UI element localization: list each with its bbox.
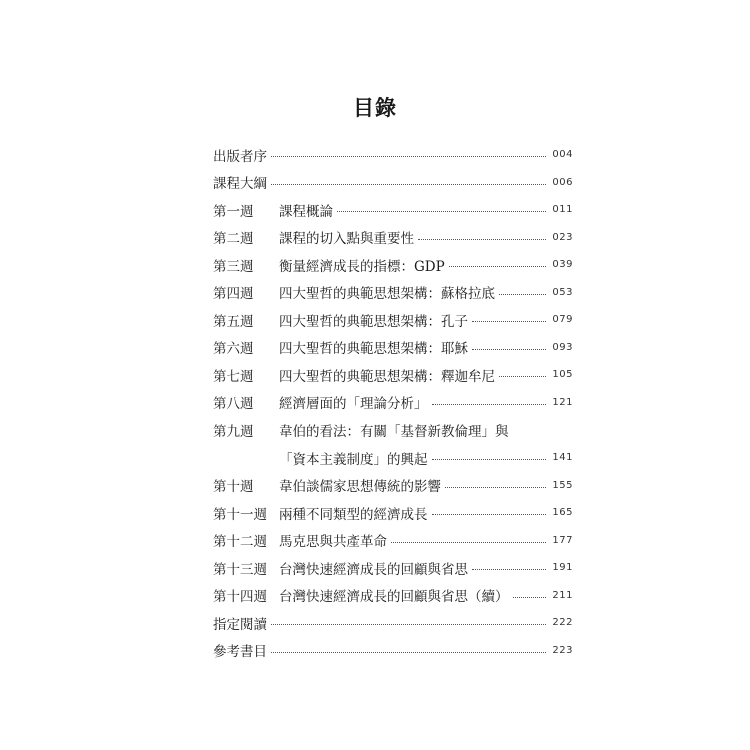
- toc-week-label: 第三週: [213, 258, 254, 275]
- toc-week-label: 第二週: [213, 231, 254, 248]
- toc-entry-preface[interactable]: [213, 141, 573, 169]
- toc-page-number: 006: [552, 176, 573, 188]
- toc-topic: 課程大綱: [213, 176, 267, 193]
- toc-topic: 指定閱讀: [213, 616, 267, 633]
- toc-week-label: 第五週: [213, 313, 254, 330]
- toc-entry-bibliography[interactable]: [213, 637, 573, 665]
- toc-page-number: 093: [552, 341, 573, 353]
- toc-entry-week-14[interactable]: [213, 582, 573, 610]
- toc-entry-week-13[interactable]: [213, 554, 573, 582]
- toc-page-number: 165: [552, 507, 573, 519]
- dot-leader: [391, 542, 546, 543]
- toc-week-label: 第十三週: [213, 561, 267, 578]
- toc-entry-week-3[interactable]: [213, 251, 573, 279]
- dot-leader: [432, 459, 547, 460]
- toc-topic: 衡量經濟成長的指標：GDP: [279, 258, 445, 275]
- dot-leader: [337, 211, 546, 212]
- toc-week-label: 第十一週: [213, 506, 267, 523]
- toc-page-number: 039: [552, 259, 573, 271]
- toc-entry-week-7[interactable]: [213, 361, 573, 389]
- dot-leader: [271, 156, 546, 157]
- dot-leader: [271, 184, 546, 185]
- toc-entry-week-12[interactable]: [213, 527, 573, 555]
- dot-leader: [499, 294, 546, 295]
- toc-entry-week-9-continued[interactable]: [213, 444, 573, 472]
- toc-topic: 兩種不同類型的經濟成長: [279, 506, 428, 523]
- toc-entry-syllabus[interactable]: [213, 169, 573, 197]
- toc-entry-week-2[interactable]: [213, 224, 573, 252]
- toc-page-number: 121: [552, 396, 573, 408]
- toc-topic: 出版者序: [213, 148, 267, 165]
- toc-topic: 韋伯談儒家思想傳統的影響: [279, 479, 441, 496]
- page-title: 目錄: [353, 95, 397, 120]
- dot-leader: [445, 487, 546, 488]
- dot-leader: [271, 624, 546, 625]
- dot-leader: [472, 569, 546, 570]
- dot-leader: [432, 514, 547, 515]
- dot-leader: [271, 652, 546, 653]
- toc-page-number: 053: [552, 286, 573, 298]
- toc-week-label: 第十週: [213, 479, 254, 496]
- toc-topic: 台灣快速經濟成長的回顧與省思（續）: [279, 589, 509, 606]
- toc-week-label: 第四週: [213, 286, 254, 303]
- dot-leader: [513, 597, 547, 598]
- toc-week-label: 第十四週: [213, 589, 267, 606]
- toc-topic: 課程概論: [279, 203, 333, 220]
- toc-topic: 台灣快速經濟成長的回顧與省思: [279, 561, 468, 578]
- toc-topic-continued: 「資本主義制度」的興起: [279, 451, 428, 468]
- toc-entry-week-11[interactable]: [213, 499, 573, 527]
- toc-week-label: 第六週: [213, 341, 254, 358]
- toc-entry-week-5[interactable]: [213, 306, 573, 334]
- toc-entry-week-8[interactable]: [213, 389, 573, 417]
- toc-week-label: 第一週: [213, 203, 254, 220]
- toc-week-label: 第八週: [213, 396, 254, 413]
- toc-entry-week-10[interactable]: [213, 472, 573, 500]
- toc-topic: 馬克思與共產革命: [279, 534, 387, 551]
- toc-week-label: 第十二週: [213, 534, 267, 551]
- toc-page-number: 141: [552, 452, 573, 463]
- toc-topic: 經濟層面的「理論分析」: [279, 396, 428, 413]
- toc-entry-assigned-reading[interactable]: [213, 609, 573, 637]
- toc-entry-week-1[interactable]: [213, 196, 573, 224]
- toc-week-label: 第九週: [213, 423, 254, 440]
- toc-page-number: 223: [552, 644, 573, 656]
- toc-page-number: 004: [552, 149, 573, 161]
- toc-topic: 四大聖哲的典範思想架構：耶穌: [279, 341, 468, 358]
- toc-page-number: 177: [552, 534, 573, 546]
- toc-entry-week-4[interactable]: [213, 279, 573, 307]
- toc-entry-week-9[interactable]: [213, 416, 573, 444]
- toc-page-number: 222: [552, 617, 573, 629]
- dot-leader: [418, 239, 546, 240]
- toc-page-number: 155: [552, 479, 573, 491]
- toc-topic: 四大聖哲的典範思想架構：蘇格拉底: [279, 286, 495, 303]
- toc-page-number: 211: [552, 589, 573, 601]
- dot-leader: [449, 266, 547, 267]
- dot-leader: [432, 404, 547, 405]
- toc-week-label: 第七週: [213, 368, 254, 385]
- toc-page-number: 105: [552, 369, 573, 381]
- toc-topic: 四大聖哲的典範思想架構：孔子: [279, 313, 468, 330]
- toc-page-number: 079: [552, 314, 573, 326]
- table-of-contents: [213, 141, 573, 664]
- dot-leader: [499, 376, 546, 377]
- toc-entry-week-6[interactable]: [213, 334, 573, 362]
- toc-topic: 參考書目: [213, 644, 267, 661]
- toc-page-number: 011: [552, 204, 573, 216]
- toc-topic: 韋伯的看法：有關「基督新教倫理」與: [279, 423, 509, 440]
- toc-topic: 四大聖哲的典範思想架構：釋迦牟尼: [279, 368, 495, 385]
- dot-leader: [472, 349, 546, 350]
- toc-topic: 課程的切入點與重要性: [279, 231, 414, 248]
- dot-leader: [472, 321, 546, 322]
- toc-page-number: 023: [552, 231, 573, 243]
- toc-page-number: 191: [552, 562, 573, 574]
